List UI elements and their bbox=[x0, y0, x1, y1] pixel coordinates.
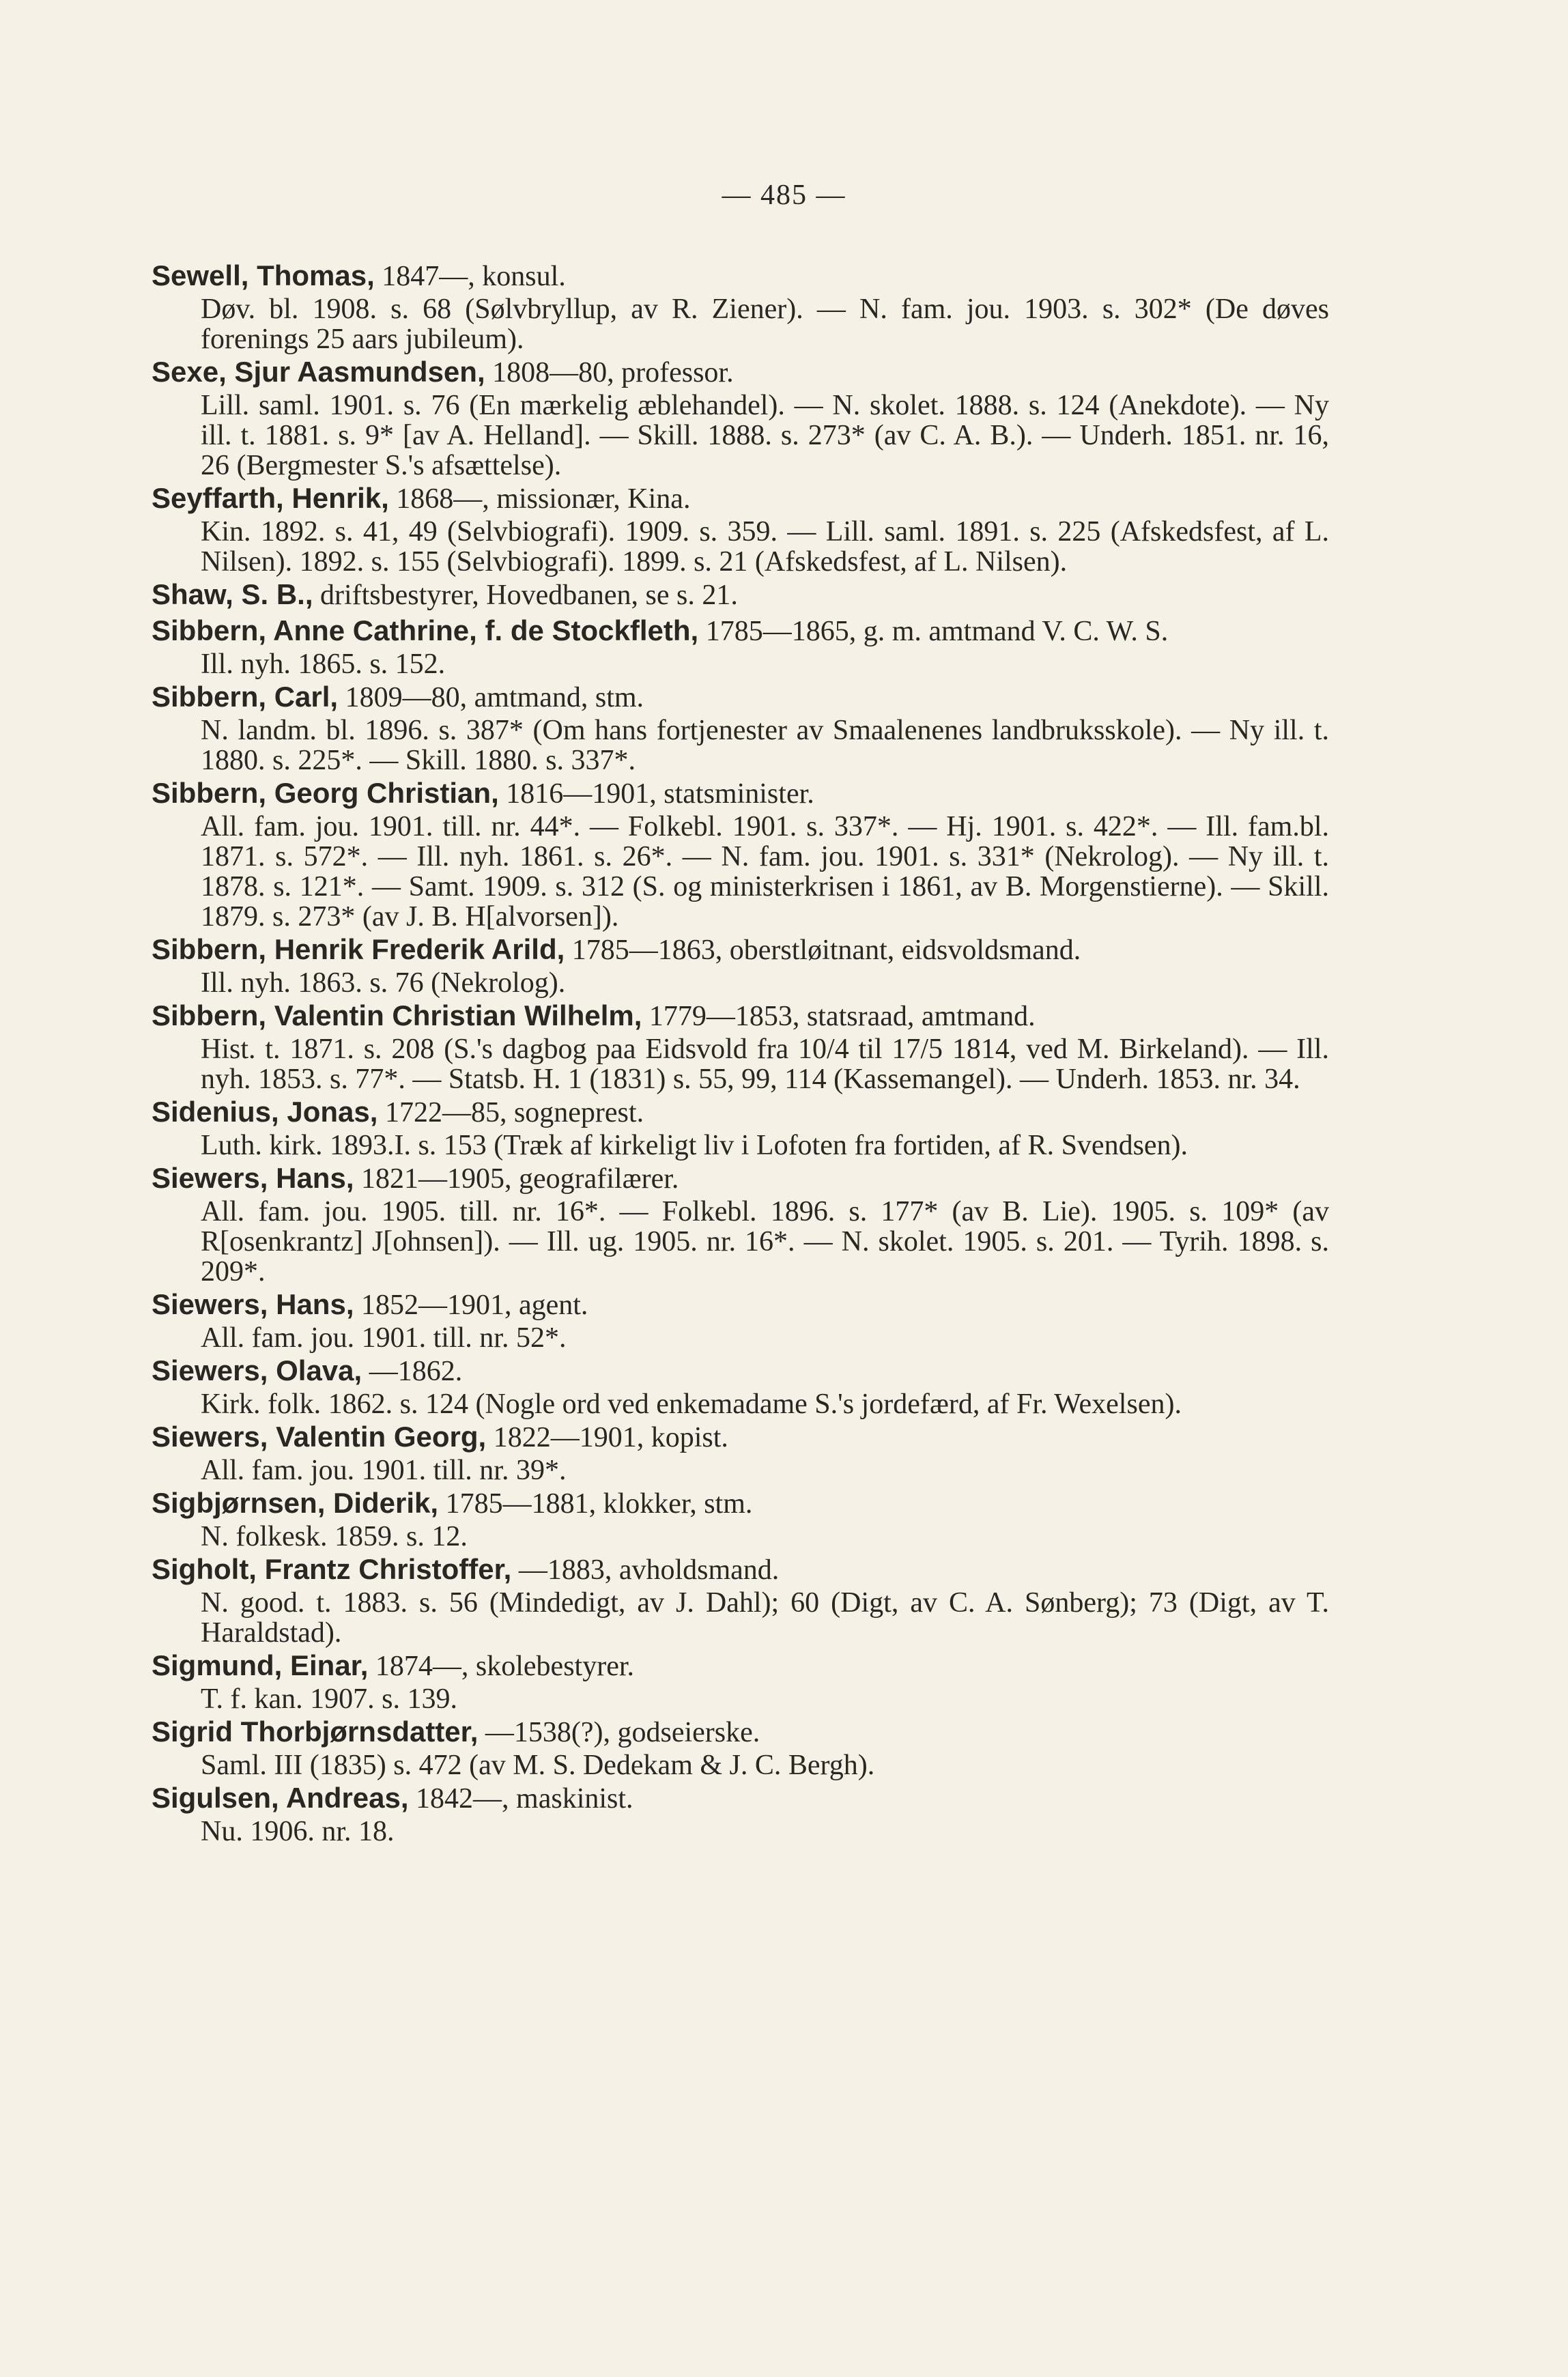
entry-description: 1808—80, professor. bbox=[485, 357, 734, 388]
entry-references: Hist. t. 1871. s. 208 (S.'s dagbog paa Eidsvold fra 10/4 til 17/5 1814, ved M. Birkeland). — Ill. nyh. 1853. s. 77*. — Statsb. H. 1 (1831) s. 55, 99, 114 (Kassemangel). — Underh. 1853. nr. 34. bbox=[201, 1034, 1329, 1095]
index-entry bbox=[152, 679, 1329, 775]
entry-heading bbox=[152, 1419, 1329, 1455]
entry-heading bbox=[152, 613, 1329, 649]
index-entry bbox=[152, 998, 1329, 1094]
entry-description: 1816—1901, statsminister. bbox=[498, 778, 814, 810]
entry-description: 1785—1865, g. m. amtmand V. C. W. S. bbox=[698, 616, 1169, 647]
entry-heading bbox=[152, 775, 1329, 812]
entry-description: —1883, avholdsmand. bbox=[511, 1554, 780, 1586]
entry-references: All. fam. jou. 1901. till. nr. 39*. bbox=[201, 1455, 567, 1486]
entry-heading bbox=[152, 1287, 1329, 1323]
index-entry bbox=[152, 481, 1329, 577]
entry-references: Saml. III (1835) s. 472 (av M. S. Dedekam & J. C. Bergh). bbox=[201, 1750, 875, 1781]
index-entry bbox=[152, 775, 1329, 932]
entry-heading bbox=[152, 679, 1329, 715]
entry-name: Siewers, Hans, bbox=[152, 1162, 354, 1194]
entry-references: All. fam. jou. 1905. till. nr. 16*. — Folkebl. 1896. s. 177* (av B. Lie). 1905. s. 109* (av R[osenkrantz] J[ohnsen]). — Ill. ug. 1905. nr. 16*. — N. skolet. 1905. s. 201. — Tyrih. 1898. s. 209*. bbox=[201, 1196, 1329, 1287]
entry-name: Sigulsen, Andreas, bbox=[152, 1782, 409, 1814]
entry-references: Ill. nyh. 1863. s. 76 (Nekrolog). bbox=[201, 967, 566, 999]
index-entry bbox=[152, 258, 1329, 354]
entry-heading bbox=[152, 1485, 1329, 1522]
entry-references: N. good. t. 1883. s. 56 (Mindedigt, av J. Dahl); 60 (Digt, av C. A. Sønberg); 73 (Digt, av T. Haraldstad). bbox=[201, 1587, 1329, 1649]
entry-heading bbox=[152, 1353, 1329, 1389]
entry-name: Sibbern, Anne Cathrine, f. de Stockfleth, bbox=[152, 614, 699, 646]
entry-name: Sibbern, Henrik Frederik Arild, bbox=[152, 933, 565, 965]
entry-name: Sigholt, Frantz Christoffer, bbox=[152, 1553, 512, 1585]
entry-description: 1852—1901, agent. bbox=[354, 1290, 588, 1321]
entry-description: 1847—, konsul. bbox=[374, 261, 566, 292]
index-entry bbox=[152, 1780, 1329, 1847]
entry-description: 1822—1901, kopist. bbox=[486, 1422, 728, 1453]
entry-description: 1842—, maskinist. bbox=[408, 1783, 633, 1814]
entry-name: Siewers, Hans, bbox=[152, 1288, 354, 1320]
index-entry bbox=[152, 1714, 1329, 1780]
entry-name: Sigbjørnsen, Diderik, bbox=[152, 1487, 439, 1519]
index-entry bbox=[152, 1552, 1329, 1648]
entry-description: 1722—85, sogneprest. bbox=[377, 1097, 644, 1128]
entry-description: driftsbestyrer, Hovedbanen, se s. 21. bbox=[313, 580, 738, 611]
entry-heading bbox=[152, 258, 1329, 294]
entry-description: —1862. bbox=[362, 1356, 463, 1387]
entry-name: Sexe, Sjur Aasmundsen, bbox=[152, 356, 485, 388]
entry-name: Sibbern, Georg Christian, bbox=[152, 777, 499, 809]
entry-references: N. landm. bl. 1896. s. 387* (Om hans fortjenester av Smaalenenes landbruksskole). — Ny ill. t. 1880. s. 225*. — Skill. 1880. s. 337*. bbox=[201, 715, 1329, 776]
index-entry bbox=[152, 1419, 1329, 1485]
entry-name: Siewers, Olava, bbox=[152, 1354, 362, 1386]
entry-name: Sigmund, Einar, bbox=[152, 1649, 369, 1681]
index-entry bbox=[152, 1485, 1329, 1552]
entry-description: 1779—1853, statsraad, amtmand. bbox=[642, 1001, 1036, 1032]
entry-description: 1785—1863, oberstløitnant, eidsvoldsmand. bbox=[565, 935, 1081, 966]
entry-references: Ill. nyh. 1865. s. 152. bbox=[201, 649, 446, 680]
entry-references: Kin. 1892. s. 41, 49 (Selvbiografi). 1909. s. 359. — Lill. saml. 1891. s. 225 (Afskedsfest, af L. Nilsen). 1892. s. 155 (Selvbiografi). 1899. s. 21 (Afskedsfest, af L. Nilsen). bbox=[201, 516, 1329, 578]
index-entry bbox=[152, 1161, 1329, 1287]
index-entry bbox=[152, 1094, 1329, 1161]
entry-description: 1785—1881, klokker, stm. bbox=[438, 1488, 753, 1520]
entry-references: Døv. bl. 1908. s. 68 (Sølvbryllup, av R. Ziener). — N. fam. jou. 1903. s. 302* (De døves forenings 25 aars jubileum). bbox=[201, 294, 1329, 355]
entry-heading bbox=[152, 998, 1329, 1034]
entry-references: Kirk. folk. 1862. s. 124 (Nogle ord ved enkemadame S.'s jordefærd, af Fr. Wexelsen). bbox=[201, 1389, 1182, 1420]
entry-references: All. fam. jou. 1901. till. nr. 44*. — Folkebl. 1901. s. 337*. — Hj. 1901. s. 422*. — Ill. fam.bl. 1871. s. 572*. — Ill. nyh. 1861. s. 26*. — N. fam. jou. 1901. s. 331* (Nekrolog). — Ny ill. t. 1878. s. 121*. — Samt. 1909. s. 312 (S. og ministerkrisen i 1861, av B. Morgenstierne). — Skill. 1879. s. 273* (av J. B. H[alvorsen]). bbox=[201, 811, 1329, 933]
entry-references: All. fam. jou. 1901. till. nr. 52*. bbox=[201, 1322, 567, 1354]
entry-heading bbox=[152, 1780, 1329, 1817]
entry-references: T. f. kan. 1907. s. 139. bbox=[201, 1683, 458, 1715]
entry-name: Sibbern, Valentin Christian Wilhelm, bbox=[152, 999, 642, 1031]
entry-heading bbox=[152, 577, 1329, 613]
index-entry bbox=[152, 354, 1329, 481]
page-number: — 485 — bbox=[722, 180, 846, 211]
index-entry bbox=[152, 1287, 1329, 1353]
entry-heading bbox=[152, 1094, 1329, 1130]
entry-references: Nu. 1906. nr. 18. bbox=[201, 1816, 395, 1847]
entry-description: 1821—1905, geografilærer. bbox=[354, 1163, 679, 1195]
entry-heading bbox=[152, 932, 1329, 968]
entry-description: 1809—80, amtmand, stm. bbox=[338, 682, 644, 713]
entry-heading bbox=[152, 1161, 1329, 1197]
entry-references: Luth. kirk. 1893.I. s. 153 (Træk af kirkeligt liv i Lofoten fra fortiden, af R. Svendsen). bbox=[201, 1130, 1188, 1161]
entry-list bbox=[152, 258, 1329, 1847]
entry-name: Sewell, Thomas, bbox=[152, 259, 375, 291]
entry-heading bbox=[152, 354, 1329, 390]
entry-references: N. folkesk. 1859. s. 12. bbox=[201, 1521, 468, 1552]
index-entry bbox=[152, 932, 1329, 998]
entry-description: 1868—, missionær, Kina. bbox=[388, 483, 691, 515]
entry-heading bbox=[152, 1648, 1329, 1684]
entry-heading bbox=[152, 1714, 1329, 1750]
index-entry bbox=[152, 1353, 1329, 1419]
entry-heading bbox=[152, 481, 1329, 517]
index-entry bbox=[152, 1648, 1329, 1714]
entry-description: 1874—, skolebestyrer. bbox=[368, 1651, 634, 1682]
entry-name: Sibbern, Carl, bbox=[152, 681, 339, 713]
entry-references: Lill. saml. 1901. s. 76 (En mærkelig æblehandel). — N. skolet. 1888. s. 124 (Anekdote). — Ny ill. t. 1881. s. 9* [av A. Helland]. — Skill. 1888. s. 273* (av C. A. B.). — Underh. 1851. nr. 16, 26 (Bergmester S.'s afsættelse). bbox=[201, 390, 1329, 481]
entry-heading bbox=[152, 1552, 1329, 1588]
entry-name: Shaw, S. B., bbox=[152, 578, 313, 610]
index-entry bbox=[152, 577, 1329, 613]
index-entry bbox=[152, 613, 1329, 679]
entry-description: —1538(?), godseierske. bbox=[478, 1717, 760, 1748]
entry-name: Siewers, Valentin Georg, bbox=[152, 1421, 487, 1453]
entry-name: Seyffarth, Henrik, bbox=[152, 482, 389, 514]
entry-name: Sidenius, Jonas, bbox=[152, 1096, 378, 1128]
entry-name: Sigrid Thorbjørnsdatter, bbox=[152, 1716, 479, 1748]
